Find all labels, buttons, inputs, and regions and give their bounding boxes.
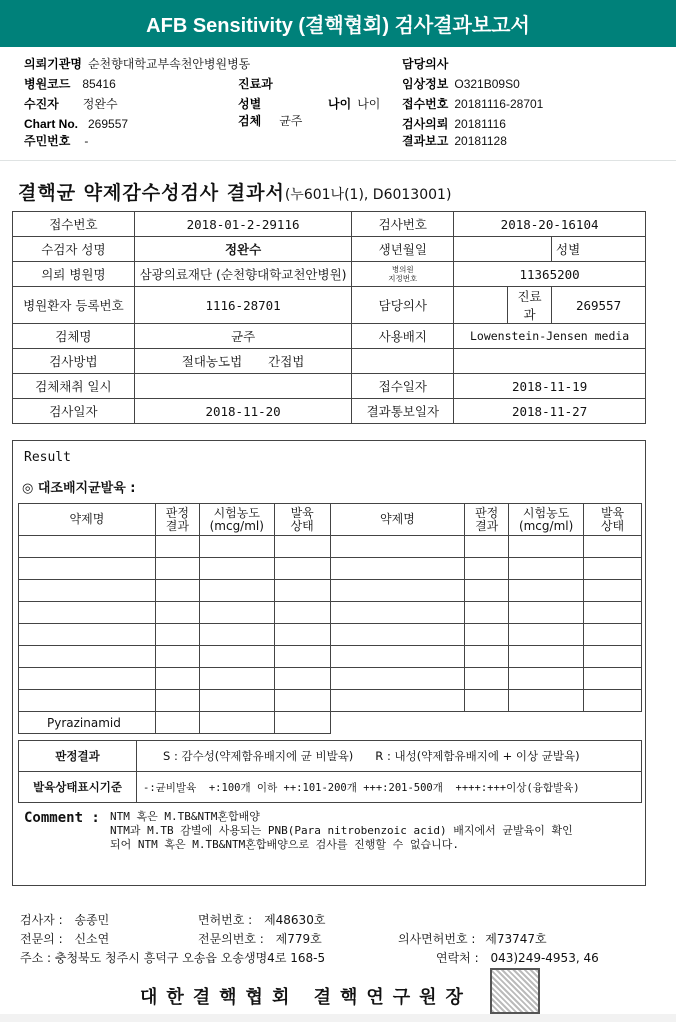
chart-label: Chart No.: [24, 117, 78, 131]
contact-line: [436, 949, 599, 966]
test-date: 2018-11-20: [134, 399, 352, 424]
hospital-code-label: 병원코드: [24, 77, 71, 91]
org-label: 의뢰기관명: [24, 57, 82, 71]
drug-cell: [155, 712, 199, 734]
collection-datetime: [134, 374, 352, 399]
comment-line: NTM 혹은 M.TB&NTM혼합배양: [110, 810, 260, 823]
drug-cell: [274, 646, 330, 668]
specialist-line: [20, 930, 109, 947]
official-seal-icon: [490, 968, 540, 1014]
drug-cell: [509, 580, 584, 602]
header-concentration: 시험농도 (mcg/ml): [199, 504, 274, 536]
specialist-number: 제779호: [275, 932, 322, 946]
drug-cell: [274, 580, 330, 602]
header-growth: 발육 상태: [274, 504, 330, 536]
drug-cell: [199, 646, 274, 668]
report-title: [18, 178, 451, 205]
accession-number: 2018-01-2-29116: [134, 212, 352, 237]
drug-name: [19, 624, 156, 646]
tester-label: 검사자 :: [20, 913, 63, 927]
specimen-label: 검체: [238, 114, 262, 128]
drug-name: [19, 602, 156, 624]
cell-label: 진료과: [508, 287, 552, 324]
cell-label: 병원환자 등록번호: [13, 287, 135, 324]
patient-label: 수진자: [24, 97, 59, 111]
hospital-designation-number: 11365200: [454, 262, 646, 287]
drug-cell: [155, 602, 199, 624]
drug-cell: [199, 558, 274, 580]
drug-cell: [584, 712, 642, 734]
clinical-field: [402, 76, 520, 92]
drug-cell: [199, 712, 274, 734]
drug-cell: [465, 712, 509, 734]
license-label: 면허번호 :: [198, 913, 253, 927]
tester-line: [20, 911, 109, 928]
cell-label: 수검자 성명: [13, 237, 135, 262]
method-absolute: 절대농도법: [181, 354, 243, 369]
patient-name: 정완수: [134, 237, 352, 262]
method-indirect: 간접법: [268, 354, 305, 369]
resident-label: 주민번호: [24, 134, 71, 148]
drug-cell: [274, 602, 330, 624]
organization-name: 대한결핵협회 결핵연구원장: [140, 987, 472, 1008]
drug-row: [19, 646, 642, 668]
drug-cell: [155, 558, 199, 580]
drug-row: [19, 690, 642, 712]
drug-cell: [330, 580, 465, 602]
empty-cell: [454, 349, 646, 374]
drug-cell: [330, 536, 465, 558]
drug-cell: [330, 668, 465, 690]
cell-label: 검체명: [13, 324, 135, 349]
drug-cell: [509, 646, 584, 668]
drug-row: [19, 536, 642, 558]
drug-cell: [509, 690, 584, 712]
drug-cell: [199, 624, 274, 646]
drug-row: [19, 668, 642, 690]
drug-row: [19, 624, 642, 646]
department-value: 269557: [552, 287, 646, 324]
drug-cell: [584, 558, 642, 580]
cell-label: 접수번호: [13, 212, 135, 237]
test-method: [134, 349, 352, 374]
report-date-label: 결과보고: [402, 134, 449, 148]
doctor-license-number: 제73747호: [485, 932, 547, 946]
received-date: 2018-11-19: [454, 374, 646, 399]
legend-r: R : 내성(약제함유배지에 + 이상 균발육): [375, 749, 580, 763]
drug-cell: [465, 690, 509, 712]
drug-cell: [330, 602, 465, 624]
drug-cell: [274, 712, 330, 734]
drug-cell: [330, 624, 465, 646]
license-number: 제48630호: [264, 913, 326, 927]
drug-name: Pyrazinamid: [19, 712, 156, 734]
header-growth: 발육 상태: [584, 504, 642, 536]
drug-cell: [584, 602, 642, 624]
doctor-license-line: [398, 930, 547, 947]
drug-cell: [465, 624, 509, 646]
bottom-strip: [0, 1014, 676, 1022]
header-judgement: 판정 결과: [155, 504, 199, 536]
license-line: [198, 911, 325, 928]
request-date-value: 20181116: [454, 117, 506, 131]
cell-label: 담당의사: [352, 287, 454, 324]
drug-name: [19, 580, 156, 602]
cell-label: 성별: [556, 242, 581, 257]
cell-label: 검사일자: [13, 399, 135, 424]
cell-label: 생년월일: [352, 237, 454, 262]
org-field: [24, 56, 250, 72]
sex-field: [238, 96, 261, 112]
drug-cell: [274, 690, 330, 712]
drug-cell: [509, 624, 584, 646]
drug-cell: [465, 580, 509, 602]
drug-cell: [274, 558, 330, 580]
patient-registration-number: 1116-28701: [134, 287, 352, 324]
drug-name: [19, 646, 156, 668]
drug-cell: [274, 536, 330, 558]
drug-cell: [509, 558, 584, 580]
report-date-field: [402, 133, 507, 149]
hospital-code-field: [24, 76, 116, 92]
cell-label: 검사방법: [13, 349, 135, 374]
patient-field: [24, 96, 118, 112]
dept-field: [238, 76, 273, 92]
growth-legend-label: 발육상태표시기준: [19, 772, 137, 803]
chart-value: 269557: [88, 117, 129, 131]
comment-line: 되어 NTM 혹은 M.TB&NTM혼합배양으로 검사를 진행할 수 없습니다.: [110, 838, 459, 851]
report-title-text: 결핵균 약제감수성검사 결과서: [18, 182, 285, 204]
drug-cell: [465, 536, 509, 558]
clinical-label: 임상정보: [402, 77, 449, 91]
medium-used: Lowenstein-Jensen media: [454, 324, 646, 349]
specialist-label: 전문의 :: [20, 932, 63, 946]
drug-cell: [584, 580, 642, 602]
contact-number: 043)249-4953, 46: [490, 951, 599, 965]
drug-cell: [199, 690, 274, 712]
drug-cell: [584, 646, 642, 668]
comment-label: Comment :: [24, 810, 100, 826]
drug-cell: [155, 646, 199, 668]
drug-cell: [330, 690, 465, 712]
drug-cell: [274, 668, 330, 690]
empty-cell: [352, 349, 454, 374]
drug-cell: [155, 624, 199, 646]
drug-cell: [274, 624, 330, 646]
drug-cell: [155, 536, 199, 558]
divider: [0, 160, 676, 161]
drug-cell: [155, 580, 199, 602]
drug-cell: [509, 668, 584, 690]
drug-cell: [584, 536, 642, 558]
cell-label: 검체채취 일시: [13, 374, 135, 399]
judgement-legend-label: 판정결과: [19, 741, 137, 772]
drug-cell: [465, 558, 509, 580]
header-concentration: 시험농도 (mcg/ml): [509, 504, 584, 536]
drug-cell: [465, 646, 509, 668]
drug-cell: [509, 712, 584, 734]
cell-label: 사용배지: [352, 324, 454, 349]
dept-label: 진료과: [238, 77, 273, 91]
drug-cell: [584, 668, 642, 690]
drug-cell: [584, 690, 642, 712]
specimen-value: 균주: [279, 114, 303, 128]
specialist-number-line: [198, 930, 322, 947]
test-number: 2018-20-16104: [454, 212, 646, 237]
drug-name: [19, 668, 156, 690]
attending-doctor: [454, 287, 508, 324]
doctor-field: [402, 56, 448, 72]
header-drug: 약제명: [19, 504, 156, 536]
contact-label: 연락처 :: [436, 951, 479, 965]
specialist-number-label: 전문의번호 :: [198, 932, 264, 946]
legend-table: [18, 740, 642, 803]
drug-cell: [584, 624, 642, 646]
drug-cell: [465, 668, 509, 690]
patient-value: 정완수: [82, 97, 118, 111]
judgement-legend: [137, 741, 642, 772]
result-label: Result: [24, 450, 71, 465]
age-value: 나이: [357, 97, 381, 111]
specialist-name: 신소연: [74, 932, 110, 946]
specimen-name: 균주: [134, 324, 352, 349]
drug-cell: [155, 690, 199, 712]
address: 주소 : 충청북도 청주시 흥덕구 오송읍 오송생명4로 168-5: [20, 951, 326, 965]
drug-row: [19, 558, 642, 580]
tester-name: 송종민: [74, 913, 110, 927]
age-label: 나이: [328, 97, 352, 111]
drug-cell: [330, 558, 465, 580]
drug-cell: [155, 668, 199, 690]
drug-name: [19, 558, 156, 580]
drug-name: [19, 690, 156, 712]
accession-value: 20181116-28701: [454, 97, 544, 111]
header-judgement: 판정 결과: [465, 504, 509, 536]
org-value: 순천향대학교부속천안병원병동: [87, 57, 251, 71]
requesting-hospital: 삼광의료재단 (순천향대학교천안병원): [134, 262, 352, 287]
request-date-label: 검사의뢰: [402, 117, 449, 131]
birth-date: [454, 237, 552, 262]
doctor-license-label: 의사면허번호 :: [398, 932, 476, 946]
sex-cell: [552, 237, 646, 262]
resident-field: [24, 133, 88, 149]
drug-cell: [509, 536, 584, 558]
report-subtitle: (누601나(1), D6013001): [284, 187, 452, 203]
chart-field: [24, 116, 128, 132]
request-date-field: [402, 116, 506, 132]
age-field: [328, 96, 380, 112]
patient-info-table: [12, 211, 646, 424]
cell-label: 결과통보일자: [352, 399, 454, 424]
cell-label: 검사번호: [352, 212, 454, 237]
header-drug: 약제명: [330, 504, 465, 536]
drug-row: [19, 712, 642, 734]
drug-sensitivity-table: [18, 503, 642, 734]
clinical-value: O321B09S0: [454, 77, 520, 91]
comment-line: NTM과 M.TB 감별에 사용되는 PNB(Para nitrobenzoic acid) 배지에서 균발육이 확인: [110, 824, 573, 837]
drug-cell: [465, 602, 509, 624]
report-date-value: 20181128: [454, 134, 507, 148]
cell-label: 접수일자: [352, 374, 454, 399]
sex-label: 성별: [238, 97, 262, 111]
drug-cell: [199, 602, 274, 624]
accession-field: [402, 96, 543, 112]
result-notification-date: 2018-11-27: [454, 399, 646, 424]
drug-cell: [330, 646, 465, 668]
drug-row: [19, 580, 642, 602]
cell-label: 병의원 지정번호: [352, 262, 454, 287]
drug-cell: [199, 536, 274, 558]
doctor-label: 담당의사: [402, 57, 449, 71]
hospital-code-value: 85416: [82, 77, 116, 91]
drug-cell: [330, 712, 465, 734]
drug-cell: [199, 668, 274, 690]
drug-cell: [199, 580, 274, 602]
cell-label: 의뢰 병원명: [13, 262, 135, 287]
drug-cell: [509, 602, 584, 624]
accession-label: 접수번호: [402, 97, 449, 111]
drug-row: [19, 602, 642, 624]
drug-name: [19, 536, 156, 558]
growth-legend: -:균비발육 +:100개 이하 ++:101-200개 +++:201-500개 ++++:+++이상(융합발육): [137, 772, 642, 803]
report-header-title: AFB Sensitivity (결핵협회) 검사결과보고서: [0, 0, 676, 47]
resident-value: -: [84, 134, 89, 148]
control-growth-label: ◎ 대조배지균발육 :: [22, 481, 136, 496]
legend-s: S : 감수성(약제함유배지에 균 비발육): [163, 749, 354, 763]
specimen-field: [238, 113, 302, 129]
